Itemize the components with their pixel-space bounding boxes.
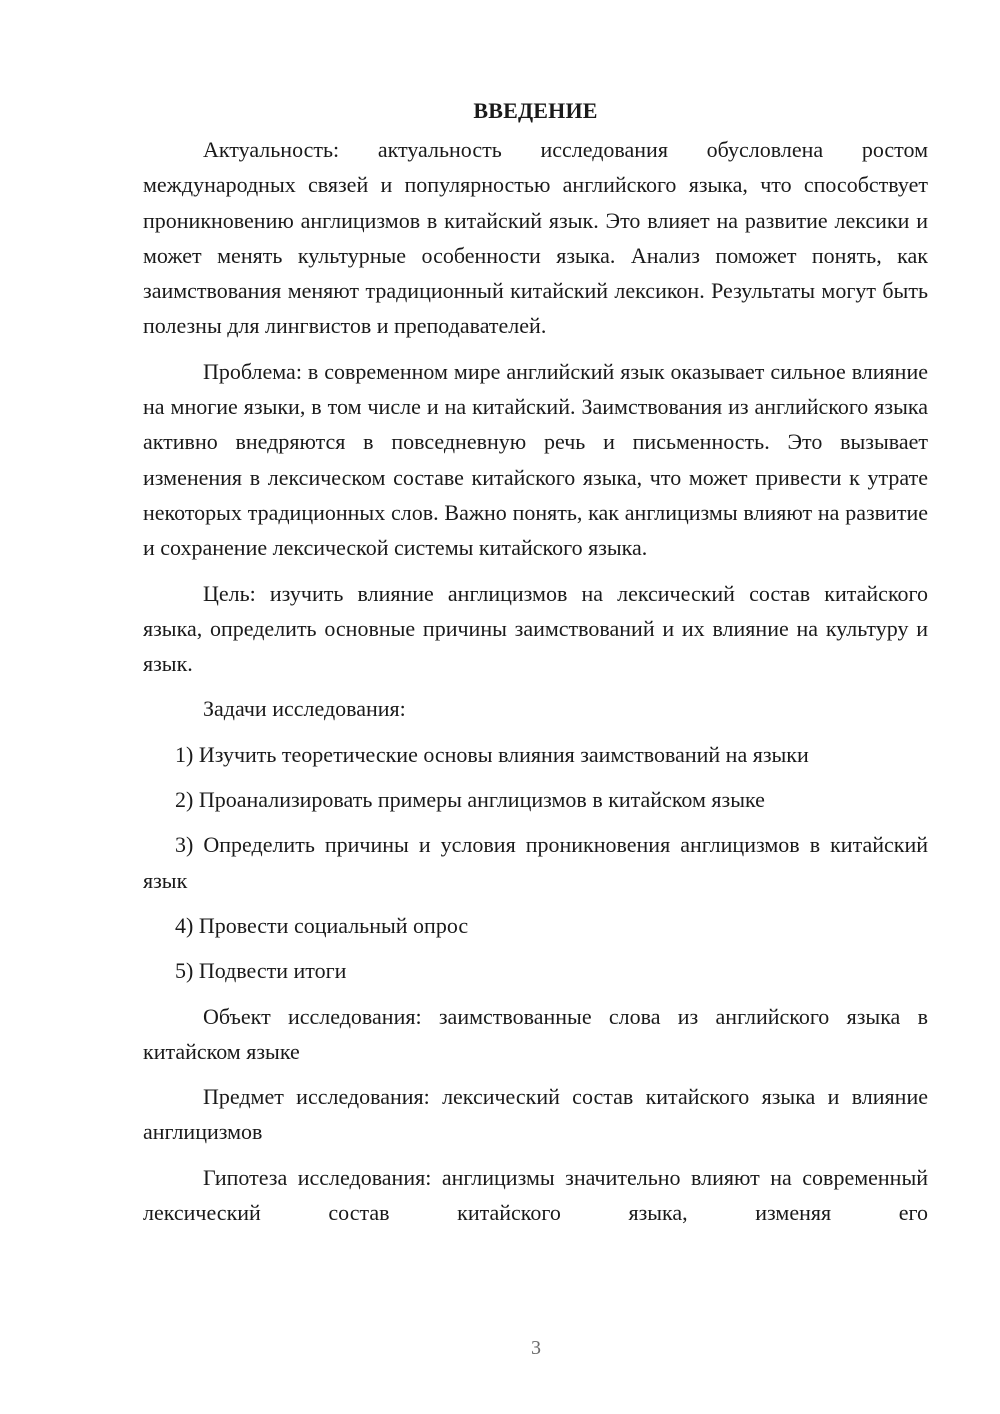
paragraph-problem: Проблема: в современном мире английский язык оказывает сильное влияние на многие языки, в том числе и на китайский. Заимствования из английского языка активно внедряются в повседневную речь и письменность. Это вызывает изменения в лексическом составе китайского языка, что может привести к утрате некоторых традиционных слов. Важно понять, как англицизмы влияют на развитие и сохранение лексической системы китайского языка. xyxy=(143,358,928,561)
page-title: ВВЕДЕНИЕ xyxy=(473,98,598,123)
page-body xyxy=(143,93,928,1240)
paragraph-subject: Предмет исследования: лексический состав китайского языка и влияние англицизмов xyxy=(143,1084,928,1145)
list-item: 4) Провести социальный опрос xyxy=(175,912,469,938)
list-item: 1) Изучить теоретические основы влияния заимствований на языки xyxy=(175,741,809,767)
page-number: 3 xyxy=(531,1337,541,1359)
list-item: 2) Проанализировать примеры англицизмов в китайском языке xyxy=(175,787,765,813)
paragraph-relevance: Актуальность: актуальность исследования обусловлена ростом международных связей и популярностью английского языка, что способствует проникновению англицизмов в китайский язык. Это влияет на развитие лексики и может менять культурные особенности языка. Анализ поможет понять, как заимствования меняют традиционный китайский лексикон. Результаты могут быть полезны для лингвистов и преподавателей. xyxy=(143,137,928,339)
paragraph-goal: Цель: изучить влияние англицизмов на лексический состав китайского языка, определить основные причины заимствований и их влияние на культуру и язык. xyxy=(143,580,928,677)
list-item: 5) Подвести итоги xyxy=(175,958,347,984)
tasks-heading: Задачи исследования: xyxy=(203,696,406,722)
paragraph-object: Объект исследования: заимствованные слова из английского языка в китайском языке xyxy=(143,1003,928,1064)
paragraph-hypothesis: Гипотеза исследования: англицизмы значительно влияют на современный лексический состав китайского языка, изменяя его xyxy=(143,1164,928,1226)
list-item: 3) Определить причины и условия проникновения англицизмов в китайский язык xyxy=(143,832,928,893)
tasks-list xyxy=(143,737,928,989)
